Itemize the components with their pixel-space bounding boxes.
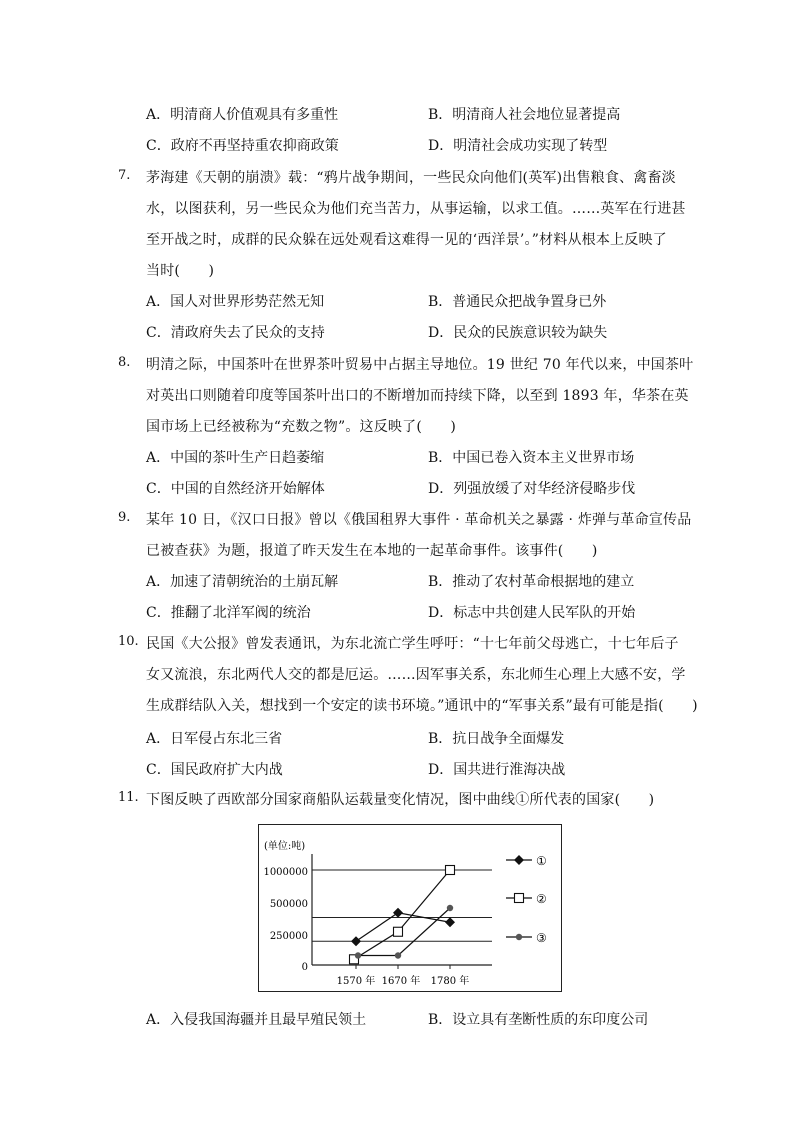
q10-option-a[interactable]: A．日军侵占东北三省	[146, 731, 283, 747]
x-tick-label: 1780 年	[430, 976, 470, 987]
x-tick-label: 1570 年	[336, 976, 376, 987]
q7-stem-line: 水，以图获利，另一些民众为他们充当苦力，从事运输，以求工值。……英军在行进甚	[146, 201, 686, 217]
q8-stem-line: 对英出口则随着印度等国茶叶出口的不断增加而持续下降，以至到 1893 年，华茶在英	[146, 388, 689, 404]
q7-stem-line: 当时( )	[146, 263, 215, 279]
legend-label-1: ①	[536, 854, 547, 868]
shipping-tonnage-chart	[258, 824, 562, 992]
series-3-point	[355, 952, 361, 958]
q7-option-b[interactable]: B．普通民众把战争置身已外	[428, 294, 607, 310]
legend-marker-2	[515, 894, 524, 903]
q10-stem-line: 民国《大公报》曾发表通讯，为东北流亡学生呼吁：“十七年前父母逃亡，十七年后子	[146, 636, 679, 652]
q7-option-d[interactable]: D．民众的民族意识较为缺失	[428, 325, 608, 341]
q8-stem-line: 明清之际，中国茶叶在世界茶叶贸易中占据主导地位。19 世纪 70 年代以来，中国茶叶	[146, 357, 694, 373]
series-3-point	[395, 952, 401, 958]
q10-option-d[interactable]: D．国共进行淮海决战	[428, 762, 566, 778]
legend-label-2: ②	[536, 892, 547, 906]
series-3-point	[447, 905, 453, 911]
q10-number: 10.	[118, 634, 139, 649]
q6-option-b[interactable]: B．明清商人社会地位显著提高	[428, 107, 621, 123]
q8-option-c[interactable]: C．中国的自然经济开始解体	[146, 481, 325, 497]
q7-option-a[interactable]: A．国人对世界形势茫然无知	[146, 294, 325, 310]
q9-option-d[interactable]: D．标志中共创建人民军队的开始	[428, 605, 636, 621]
q10-option-c[interactable]: C．国民政府扩大内战	[146, 762, 283, 778]
chart-unit-label: (单位:吨)	[264, 841, 306, 852]
legend-label-3: ③	[536, 931, 547, 945]
q11-option-b[interactable]: B．设立具有垄断性质的东印度公司	[428, 1012, 649, 1028]
q7-option-c[interactable]: C．清政府失去了民众的支持	[146, 325, 325, 341]
q10-option-b[interactable]: B．抗日战争全面爆发	[428, 731, 565, 747]
q8-option-b[interactable]: B．中国已卷入资本主义世界市场	[428, 450, 635, 466]
y-tick-label: 1000000	[263, 867, 308, 878]
y-tick-label: 0	[301, 962, 308, 973]
q8-stem-line: 国市场上已经被称为“充数之物”。这反映了( )	[146, 419, 457, 435]
q9-option-c[interactable]: C．推翻了北洋军阀的统治	[146, 605, 311, 621]
q10-stem-line: 生成群结队入关，想找到一个安定的读书环境。”通讯中的“军事关系”最有可能是指( )	[146, 698, 698, 714]
q9-option-b[interactable]: B．推动了农村革命根据地的建立	[428, 574, 635, 590]
q11-stem-line: 下图反映了西欧部分国家商船队运载量变化情况，图中曲线①所代表的国家( )	[146, 792, 655, 808]
q9-number: 9.	[118, 510, 131, 525]
y-tick-label: 500000	[269, 899, 308, 910]
q8-option-d[interactable]: D．列强放缓了对华经济侵略步伐	[428, 481, 636, 497]
q11-option-a[interactable]: A．入侵我国海疆并且最早殖民领土	[146, 1012, 367, 1028]
q6-option-d[interactable]: D．明清社会成功实现了转型	[428, 138, 608, 154]
q8-number: 8.	[118, 355, 131, 370]
series-2-point	[446, 866, 455, 875]
q8-option-a[interactable]: A．中国的茶叶生产日趋萎缩	[146, 450, 325, 466]
q7-number: 7.	[118, 168, 131, 183]
q9-stem-line: 某年 10 日，《汉口日报》曾以《俄国租界大事件 · 革命机关之暴露 · 炸弹与革命宣传品	[146, 512, 692, 528]
y-tick-label: 250000	[269, 931, 308, 942]
q7-stem-line: 茅海建《天朝的崩溃》载：“鸦片战争期间，一些民众向他们(英军)出售粮食、禽畜淡	[146, 170, 676, 186]
q10-stem-line: 女又流浪，东北两代人交的都是厄运。……因军事关系，东北师生心理上大感不安，学	[146, 667, 686, 683]
q6-option-a[interactable]: A．明清商人价值观具有多重性	[146, 107, 339, 123]
series-2-point	[394, 927, 403, 936]
x-tick-label: 1670 年	[381, 976, 421, 987]
q6-option-c[interactable]: C．政府不再坚持重农抑商政策	[146, 138, 339, 154]
q9-stem-line: 已被查获》为题，报道了昨天发生在本地的一起革命事件。该事件( )	[146, 543, 598, 559]
legend-marker-3	[516, 934, 522, 940]
q11-number: 11.	[118, 790, 139, 805]
q7-stem-line: 至开战之时，成群的民众躲在远处观看这难得一见的‘西洋景’。”材料从根本上反映了	[146, 232, 667, 248]
q9-option-a[interactable]: A．加速了清朝统治的土崩瓦解	[146, 574, 339, 590]
